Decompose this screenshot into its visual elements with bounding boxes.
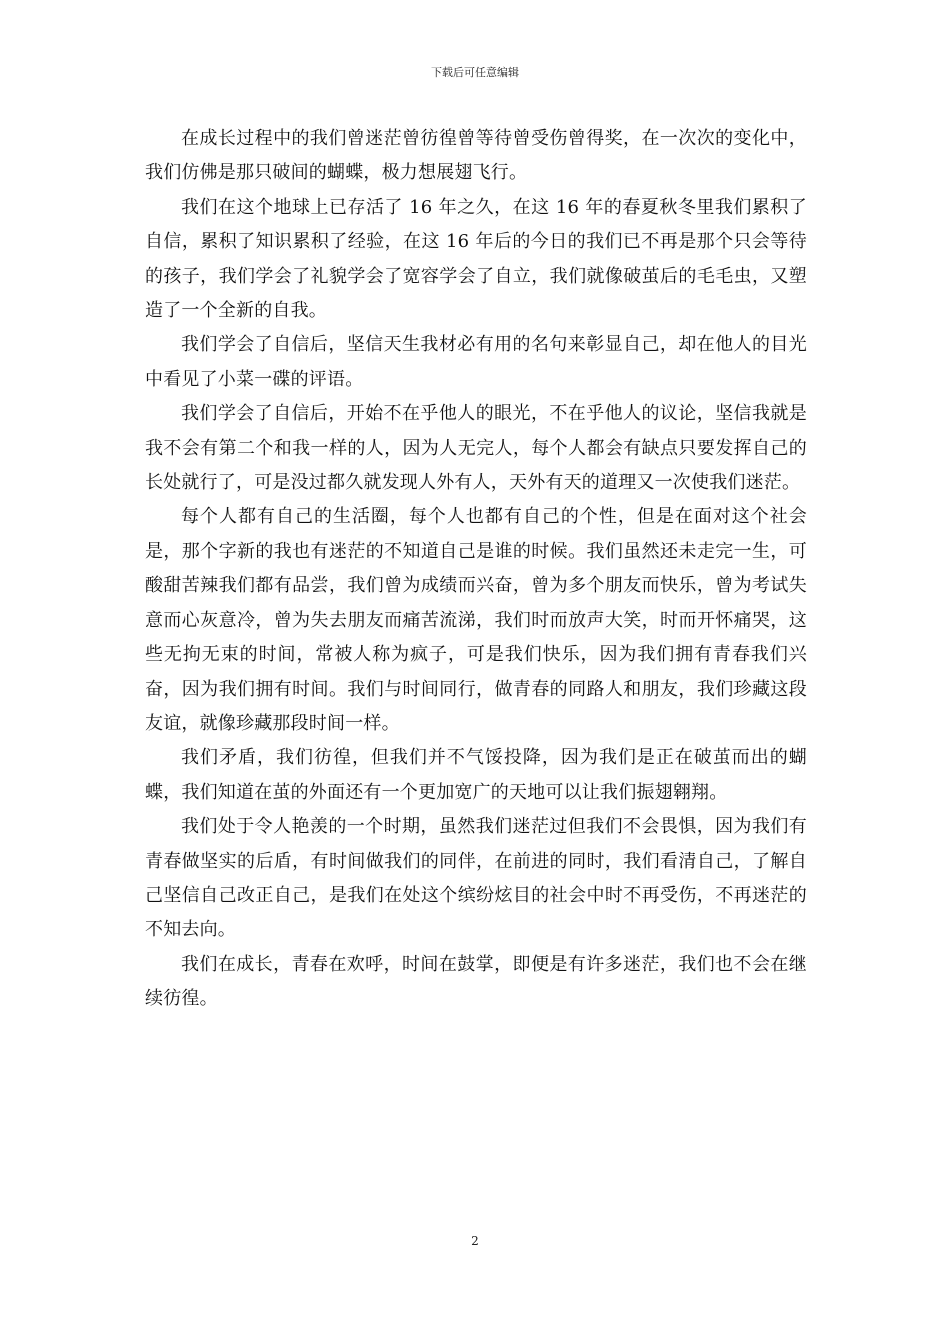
paragraph-4: 我们学会了自信后，开始不在乎他人的眼光，不在乎他人的议论，坚信我就是我不会有第二个和我一样的人，因为人无完人，每个人都会有缺点只要发挥自己的长处就行了，可是没过都久就发现人外有人，天外有天的道理又一次使我们迷茫。: [145, 403, 807, 494]
page-header: 下载后可任意编辑: [431, 66, 519, 79]
document-body: [145, 122, 807, 1017]
paragraph-5: 每个人都有自己的生活圈，每个人也都有自己的个性，但是在面对这个社会是，那个字新的我也有迷茫的不知道自己是谁的时候。我们虽然还未走完一生，可酸甜苦辣我们都有品尝，我们曾为成绩而兴奋，曾为多个朋友而快乐，曾为考试失意而心灰意冷，曾为失去朋友而痛苦流涕，我们时而放声大笑，时而开怀痛哭，这些无拘无束的时间，常被人称为疯子，可是我们快乐，因为我们拥有青春我们兴奋，因为我们拥有时间。我们与时间同行，做青春的同路人和朋友，我们珍藏这段友谊，就像珍藏那段时间一样。: [145, 506, 807, 734]
page-number: 2: [471, 1234, 479, 1248]
paragraph-6: 我们矛盾，我们彷徨，但我们并不气馁投降，因为我们是正在破茧而出的蝴蝶，我们知道在茧的外面还有一个更加宽广的天地可以让我们振翅翱翔。: [145, 747, 807, 803]
paragraph-7: 我们处于令人艳羡的一个时期，虽然我们迷茫过但我们不会畏惧，因为我们有青春做坚实的后盾，有时间做我们的同伴，在前进的同时，我们看清自己，了解自己坚信自己改正自己，是我们在处这个缤纷炫目的社会中时不再受伤，不再迷茫的不知去向。: [145, 816, 807, 941]
paragraph-8: 我们在成长，青春在欢呼，时间在鼓掌，即便是有许多迷茫，我们也不会在继续彷徨。: [145, 953, 807, 1010]
paragraph-3: 我们学会了自信后，坚信天生我材必有用的名句来彰显自己，却在他人的目光中看见了小菜一碟的评语。: [145, 334, 807, 390]
paragraph-2: 我们在这个地球上已存活了 16 年之久，在这 16 年的春夏秋冬里我们累积了自信，累积了知识累积了经验，在这 16 年后的今日的我们已不再是那个只会等待的孩子，我们学会了礼貌学会了宽容学会了自立，我们就像破茧后的毛毛虫，又塑造了一个全新的自我。: [145, 196, 807, 322]
paragraph-1: 在成长过程中的我们曾迷茫曾彷徨曾等待曾受伤曾得奖，在一次次的变化中，我们仿佛是那只破间的蝴蝶，极力想展翅飞行。: [145, 128, 807, 184]
